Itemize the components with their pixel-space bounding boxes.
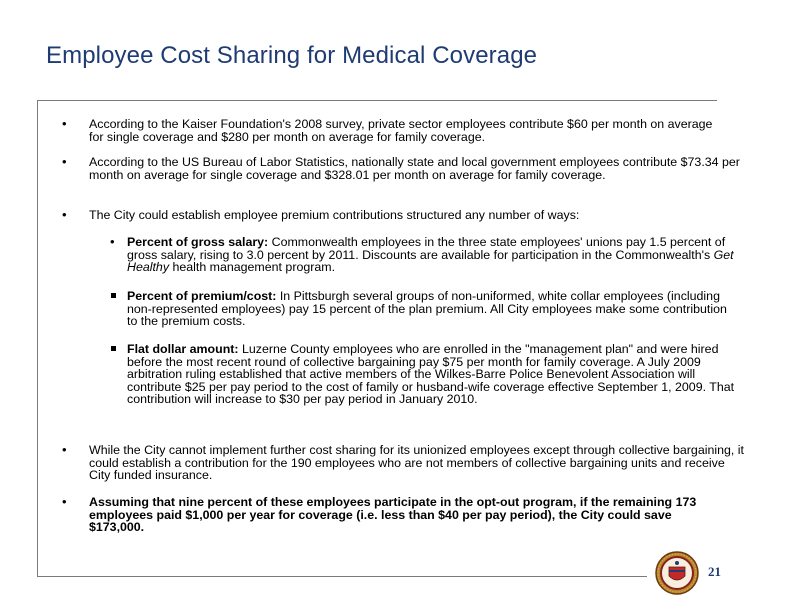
bullet-1-text: According to the Kaiser Foundation's 2008 survey, private sector employees contribute $60 per month on average for single coverage and $280 per month on average for family coverage. [89, 117, 713, 144]
sub-bullet-3-body: Luzerne County employees who are enrolled in the "management plan" and were hired before the most recent round of collective bargaining pay $75 per month for family coverage. A July 2009 arbitration ruling established that active members of the Wilkes-Barre Police Benevolent Association will contribute $25 per pay period to the cost of family or husband-wife coverage effective September 1, 2009. That contribution will increase to $30 per pay period in January 2010. [127, 342, 735, 407]
bullet-2-text: According to the US Bureau of Labor Statistics, nationally state and local government employees contribute $73.34 per month on average for single coverage and $328.01 per month on average for family coverage. [89, 155, 740, 182]
city-seal-icon [654, 550, 700, 596]
bullet-icon: • [62, 207, 67, 222]
bullet-3-text: The City could establish employee premium contributions structured any number of ways: [89, 208, 580, 222]
sub-bullet-2-body: In Pittsburgh several groups of non-uniformed, white collar employees (including non-represented employees) pay 15 percent of the plan premium. All City employees make some contribution to the premium costs. [127, 289, 727, 329]
sub-bullet-3-lead: Flat dollar amount: [127, 342, 239, 356]
sub-bullet-2-text [127, 290, 739, 328]
square-bullet-icon [111, 346, 116, 351]
frame-left-rule [37, 100, 38, 576]
bullet-icon: • [62, 494, 67, 509]
sub-bullet-1-body: Commonwealth employees in the three state employees' unions pay 1.5 percent of gross salary, rising to 3.0 percent by 2011. Discounts are available for participation in the Commonwealth's [127, 235, 726, 262]
bullet-5-text: Assuming that nine percent of these employees participate in the opt-out program, if the remaining 173 employees paid $1,000 per year for coverage (i.e. less than $40 per pay period), the City could save $173,000. [89, 495, 697, 535]
bullet-icon: • [62, 116, 67, 131]
frame-bottom-rule [37, 576, 647, 577]
square-bullet-icon [111, 293, 116, 298]
sub-bullet-1-italic: Get Healthy [127, 247, 734, 275]
sub-bullet-1-lead: Percent of gross salary: [127, 235, 269, 249]
page-number: 21 [708, 564, 721, 579]
sub-bullet-3-text [127, 343, 747, 406]
sub-bullet-2-lead: Percent of premium/cost: [127, 289, 277, 303]
slide-title: Employee Cost Sharing for Medical Coverage [46, 42, 538, 69]
bullet-4-text: While the City cannot implement further cost sharing for its unionized employees except through collective bargaining, it could establish a contribution for the 190 employees who are not members of collective bargaining units and receive City funded insurance. [89, 443, 744, 483]
bullet-icon: • [62, 154, 67, 169]
bullet-icon: • [62, 442, 67, 457]
frame-top-rule [37, 100, 717, 101]
sub-bullet-1-text [127, 236, 737, 274]
sub-bullet-1-tail: health management program. [169, 260, 336, 275]
sub-bullet-icon: • [110, 234, 115, 249]
